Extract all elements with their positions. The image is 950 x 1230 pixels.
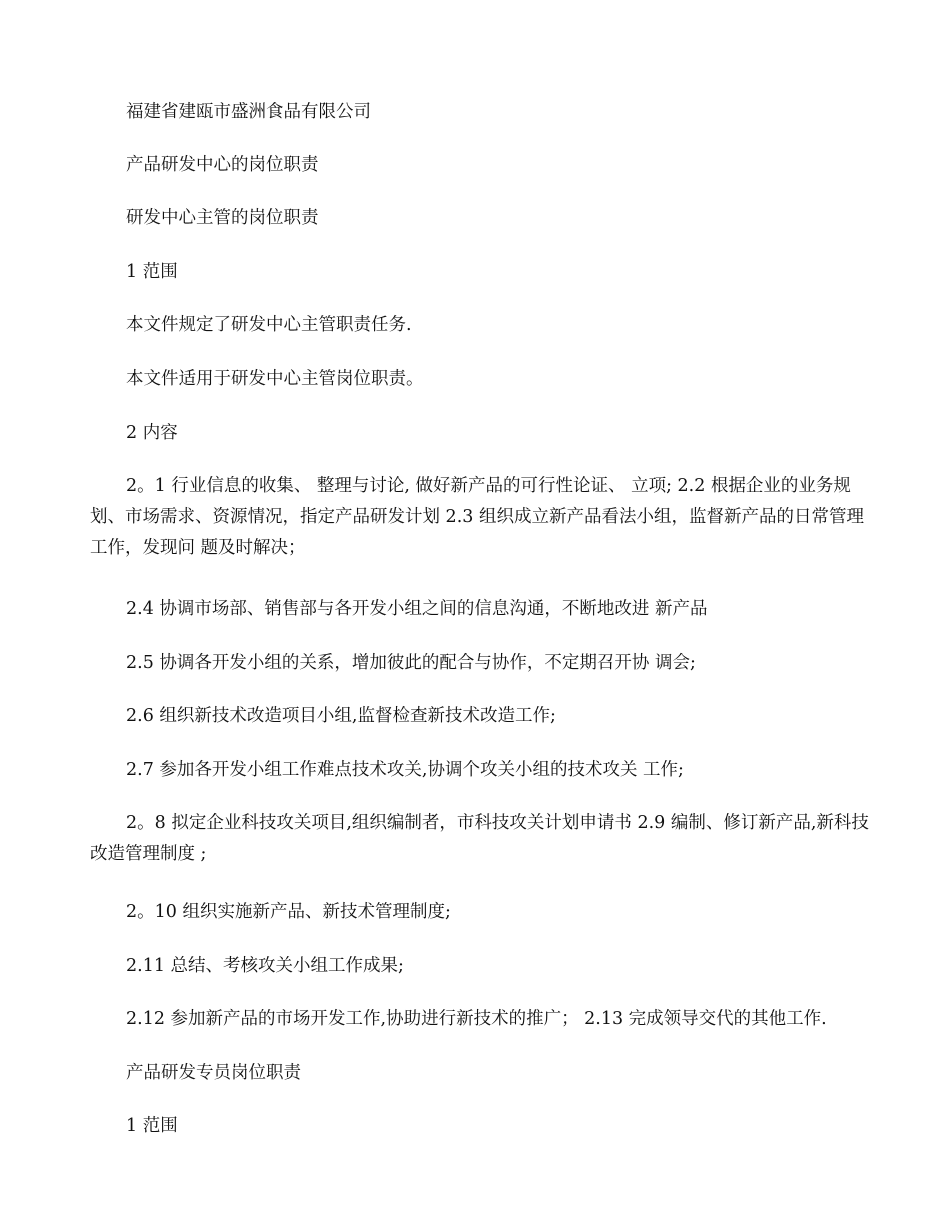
paragraph: 2。10 组织实施新产品、新技术管理制度; xyxy=(126,902,451,922)
paragraph: 2.5 协调各开发小组的关系，增加彼此的配合与协作，不定期召开协 调会; xyxy=(126,653,696,673)
paragraph: 2.4 协调市场部、销售部与各开发小组之间的信息沟通，不断地改进 新产品 xyxy=(126,599,708,619)
heading-content: 2 内容 xyxy=(126,423,178,443)
paragraph: 2.12 参加新产品的市场开发工作,协助进行新技术的推广； 2.13 完成领导交代的其他工作. xyxy=(126,1009,827,1029)
paragraph: 2。8 拟定企业科技攻关项目,组织编制者，市科技攻关计划申请书 2.9 编制、修订新产品,新科技改造管理制度 ; xyxy=(90,813,869,864)
section-title: 产品研发中心的岗位职责 xyxy=(126,155,319,175)
heading-scope: 1 范围 xyxy=(126,1116,178,1136)
paragraph: 本文件适用于研发中心主管岗位职责。 xyxy=(126,369,424,389)
paragraph: 2.11 总结、考核攻关小组工作成果; xyxy=(126,956,404,976)
paragraph: 本文件规定了研发中心主管职责任务. xyxy=(126,315,412,335)
company-name: 福建省建瓯市盛洲食品有限公司 xyxy=(126,102,371,122)
subsection-title: 产品研发专员岗位职责 xyxy=(126,1063,301,1083)
heading-scope: 1 范围 xyxy=(126,262,178,282)
paragraph: 2。1 行业信息的收集、 整理与讨论, 做好新产品的可行性论证、 立项; 2.2 根据企业的业务规划、市场需求、资源情况，指定产品研发计划 2.3 组织成立新产品看法小组，监督新产品的日常管理工作，发现问 题及时解决； xyxy=(90,476,864,558)
subsection-title: 研发中心主管的岗位职责 xyxy=(126,208,319,228)
paragraph: 2.7 参加各开发小组工作难点技术攻关,协调个攻关小组的技术攻关 工作; xyxy=(126,760,684,780)
paragraph: 2.6 组织新技术改造项目小组,监督检查新技术改造工作; xyxy=(126,706,556,726)
